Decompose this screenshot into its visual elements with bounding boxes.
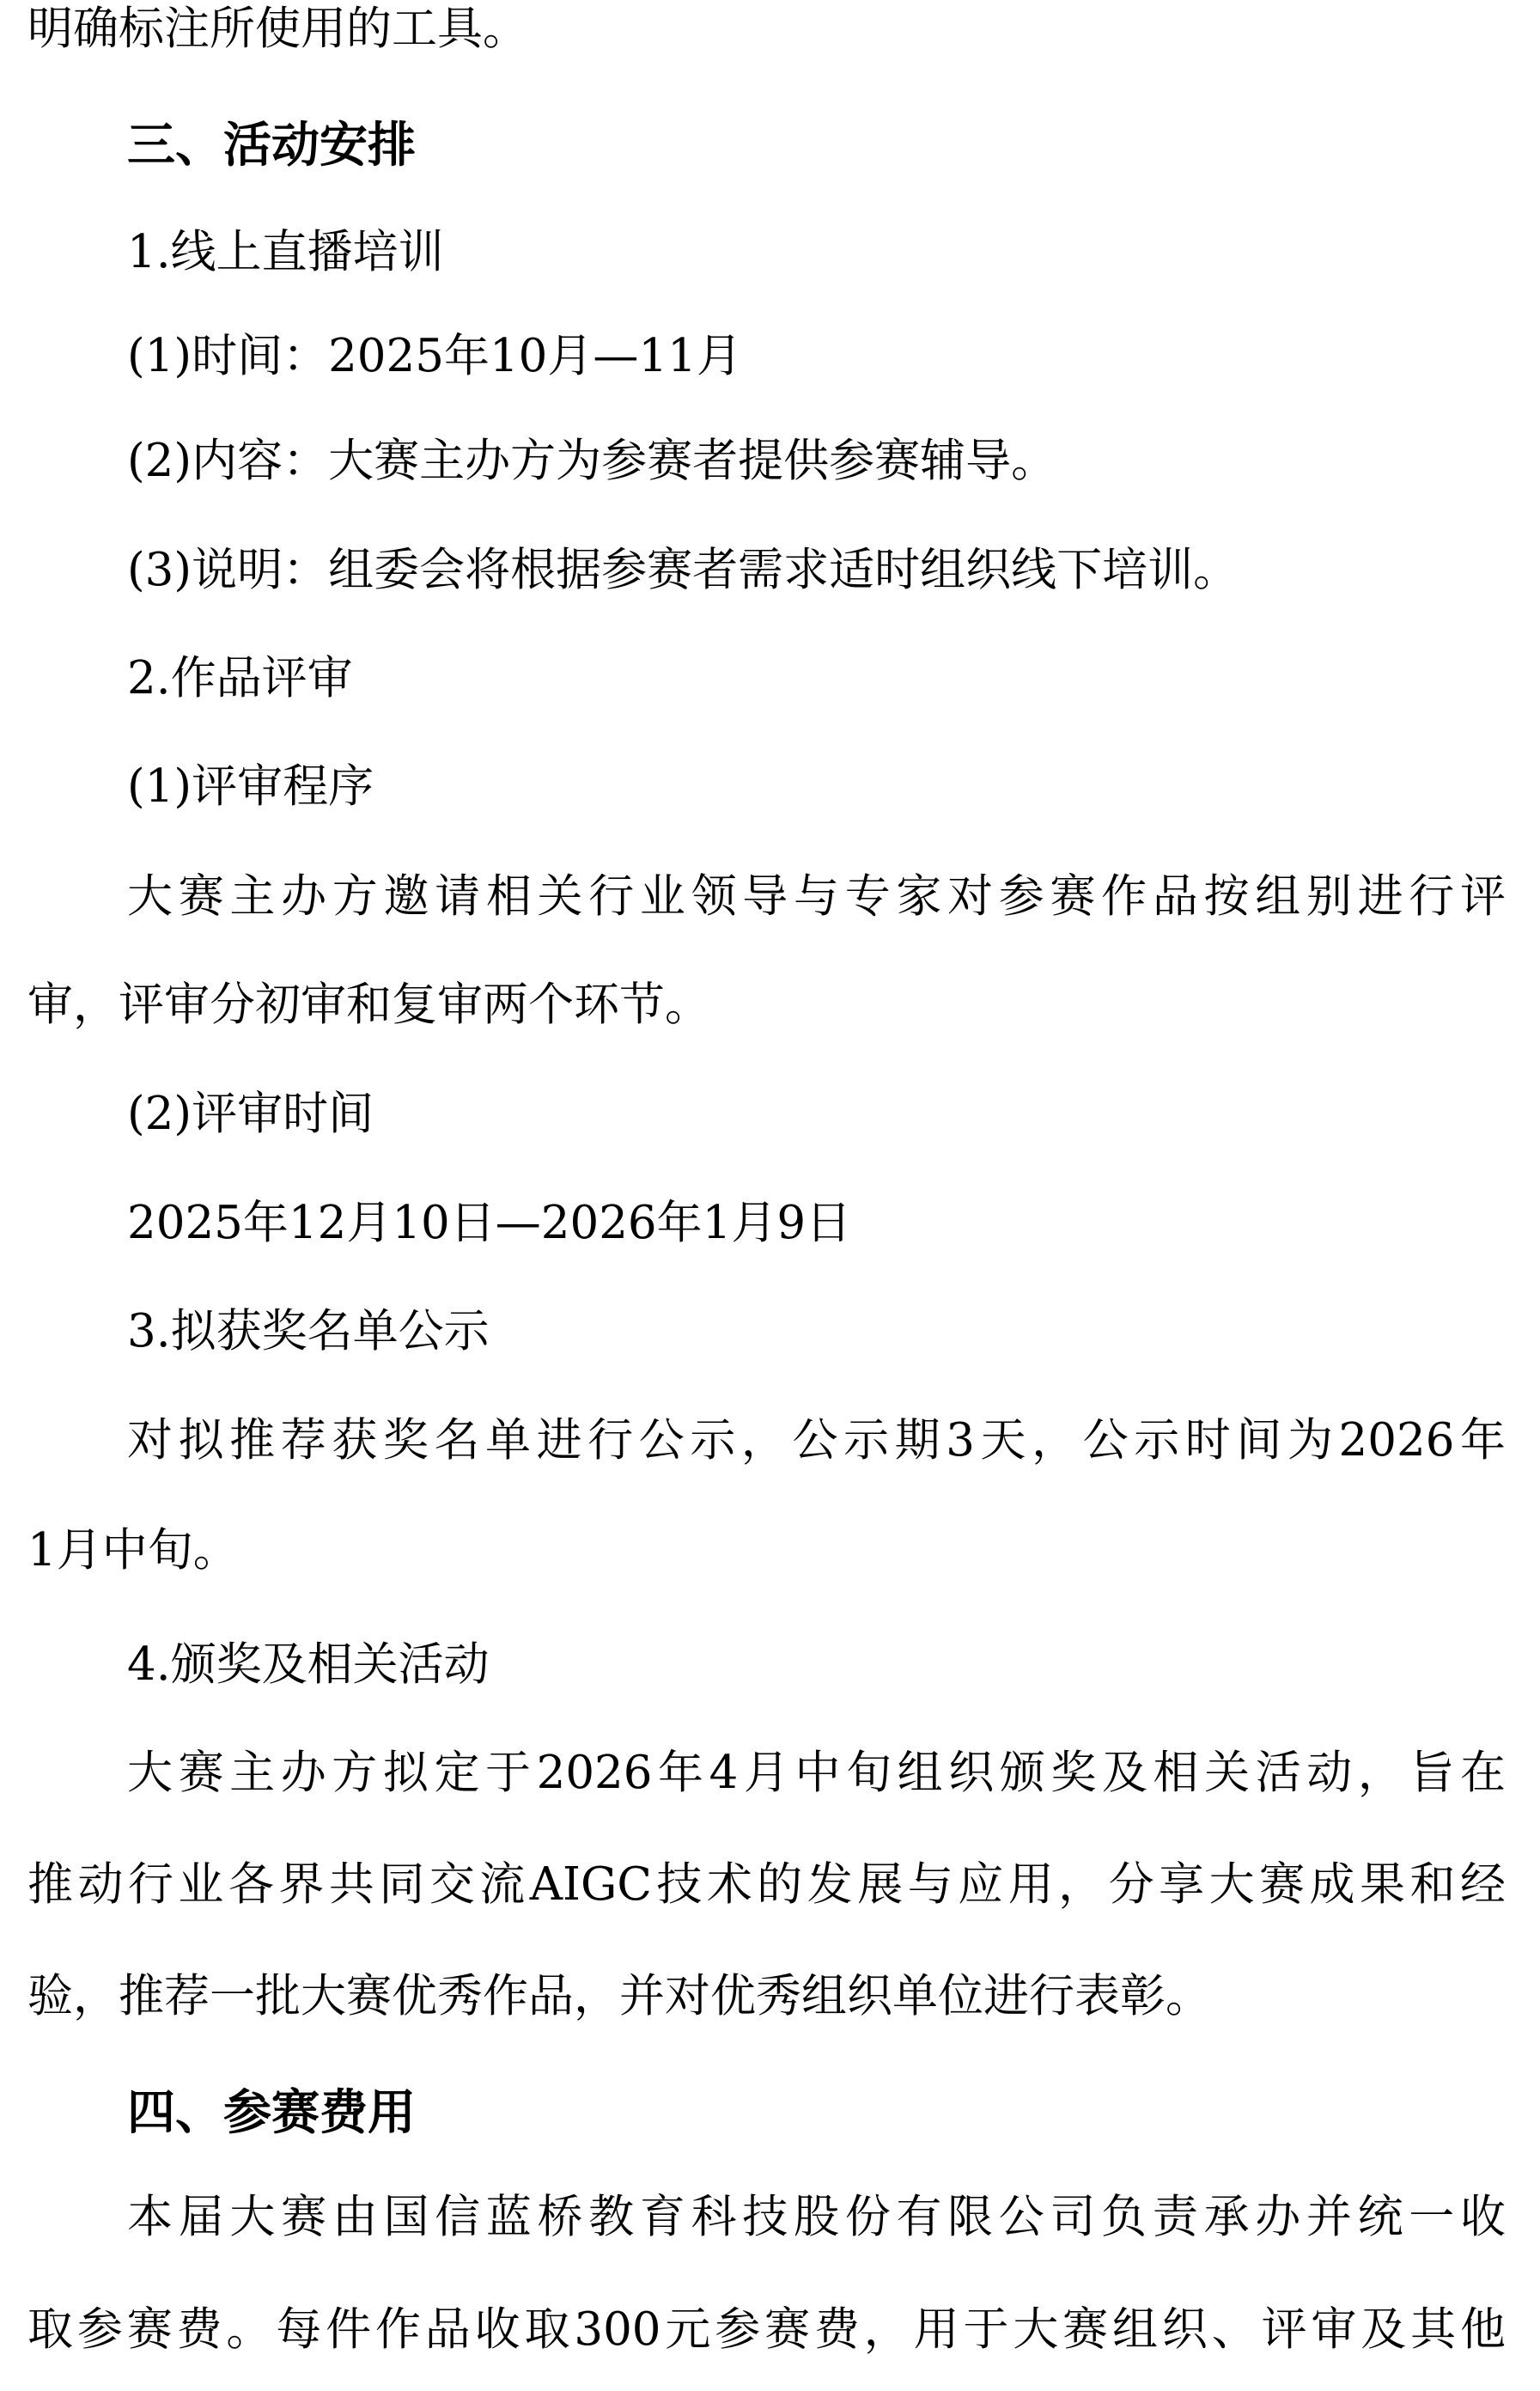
- subheading-award-publicity: 3.拟获奖名单公示: [127, 1305, 490, 1357]
- ceremony-text-1: 大赛主办方拟定于2026年4月中旬组织颁奖及相关活动，旨在: [127, 1747, 1506, 1799]
- ceremony-text-2: 推动行业各界共同交流AIGC技术的发展与应用，分享大赛成果和经: [27, 1858, 1506, 1911]
- training-content: (2)内容：大赛主办方为参赛者提供参赛辅导。: [127, 435, 1057, 487]
- review-procedure-label: (1)评审程序: [127, 760, 374, 813]
- review-time-value: 2025年12月10日—2026年1月9日: [127, 1197, 852, 1249]
- training-note: (3)说明：组委会将根据参赛者需求适时组织线下培训。: [127, 544, 1239, 596]
- ceremony-text-3: 验，推荐一批大赛优秀作品，并对优秀组织单位进行表彰。: [27, 1970, 1211, 2022]
- training-time: (1)时间：2025年10月—11月: [127, 330, 742, 382]
- publicity-text-1: 对拟推荐获奖名单进行公示，公示期3天，公示时间为2026年: [127, 1414, 1506, 1467]
- fees-text-1: 本届大赛由国信蓝桥教育科技股份有限公司负责承办并统一收: [127, 2191, 1506, 2243]
- section-heading-activity-schedule: 三、活动安排: [127, 119, 416, 174]
- review-procedure-text-2: 审，评审分初审和复审两个环节。: [27, 979, 710, 1031]
- section-heading-fees: 四、参赛费用: [127, 2086, 416, 2141]
- subheading-work-review: 2.作品评审: [127, 652, 353, 704]
- review-procedure-text-1: 大赛主办方邀请相关行业领导与专家对参赛作品按组别进行评: [127, 870, 1506, 923]
- publicity-text-2: 1月中旬。: [27, 1524, 239, 1577]
- subheading-online-training: 1.线上直播培训: [127, 226, 444, 278]
- paragraph-continuation: 明确标注所使用的工具。: [27, 3, 528, 55]
- review-time-label: (2)评审时间: [127, 1088, 374, 1140]
- subheading-award-ceremony: 4.颁奖及相关活动: [127, 1638, 490, 1691]
- fees-text-2: 取参赛费。每件作品收取300元参赛费，用于大赛组织、评审及其他: [27, 2303, 1506, 2356]
